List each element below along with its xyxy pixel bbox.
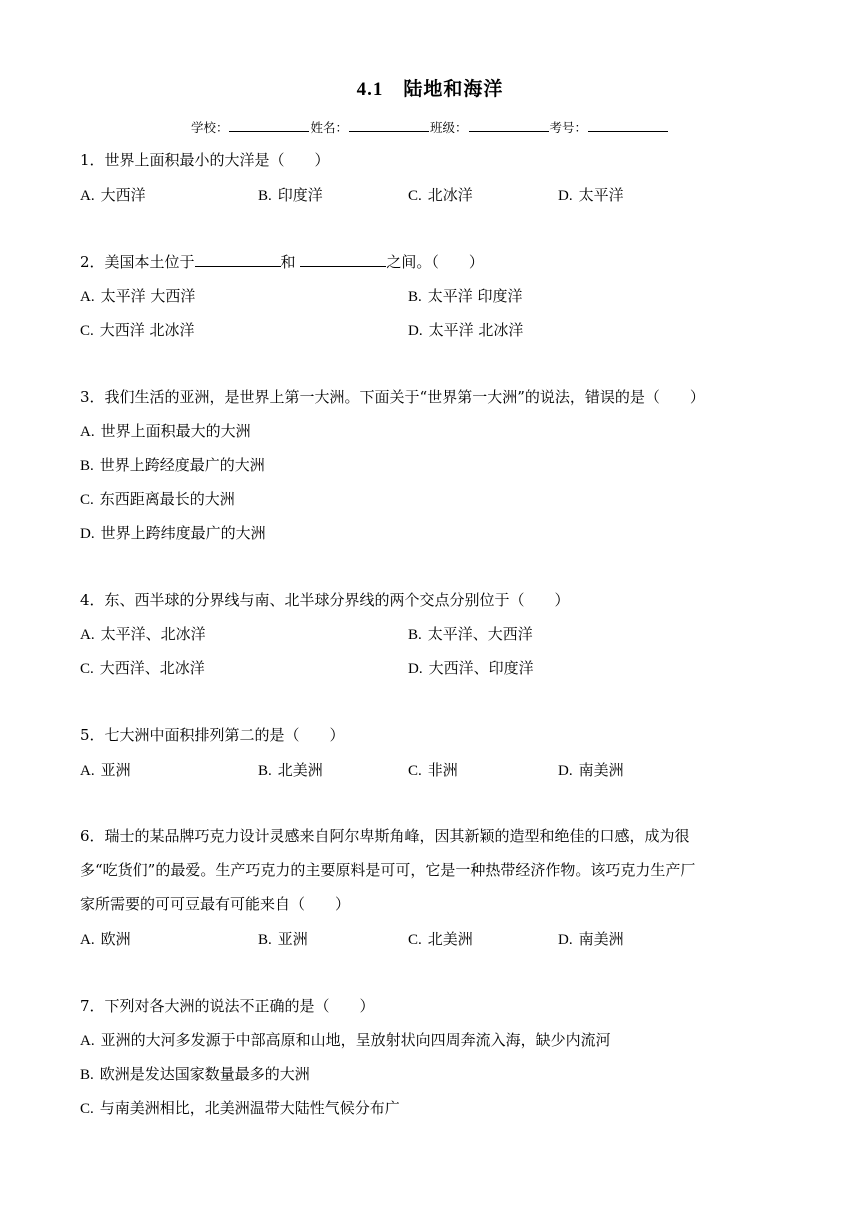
question-4-option-c[interactable]	[80, 658, 205, 679]
option-letter: A.	[80, 627, 95, 643]
option-letter: D.	[558, 932, 573, 948]
option-letter: A.	[80, 424, 95, 440]
option-letter: C.	[408, 932, 422, 948]
option-letter: B.	[80, 458, 94, 474]
question-4-option-b[interactable]	[408, 624, 533, 645]
option-letter: D.	[408, 661, 423, 677]
class-label: 班级：	[430, 120, 468, 135]
school-blank[interactable]	[229, 120, 309, 132]
question-2-stem-part-3: 之间。（ ）	[386, 253, 484, 271]
exam-number-blank[interactable]	[588, 120, 668, 132]
answer-blank-2[interactable]	[300, 252, 386, 267]
question-6-stem-line-3: 家所需要的可可豆最有可能来自（ ）	[80, 895, 351, 913]
question-1-option-b[interactable]	[258, 185, 323, 206]
option-text: 太平洋 北冰洋	[428, 321, 524, 339]
question-5-stem: 5．七大洲中面积排列第二的是（ ）	[80, 726, 345, 744]
question-1-stem: 1．世界上面积最小的大洋是（ ）	[80, 151, 330, 169]
option-letter: A.	[80, 763, 95, 779]
option-text: 大西洋、印度洋	[428, 659, 534, 677]
option-letter: C.	[80, 492, 94, 508]
question-6-option-b[interactable]	[258, 929, 308, 950]
option-text: 大西洋 北冰洋	[99, 321, 195, 339]
question-4-stem: 4．东、西半球的分界线与南、北半球分界线的两个交点分别位于（ ）	[80, 591, 570, 609]
option-letter: C.	[408, 188, 422, 204]
option-text: 亚洲的大河多发源于中部高原和山地，呈放射状向四周奔流入海，缺少内流河	[100, 1031, 611, 1049]
option-text: 亚洲	[100, 761, 131, 779]
option-letter: D.	[80, 526, 95, 542]
question-2-option-b[interactable]	[408, 286, 523, 307]
option-text: 世界上跨纬度最广的大洲	[100, 524, 266, 542]
section-number: 4.1	[356, 79, 384, 100]
option-text: 太平洋 大西洋	[100, 287, 196, 305]
option-letter: A.	[80, 289, 95, 305]
option-text: 东西距离最长的大洲	[99, 490, 235, 508]
option-letter: D.	[408, 323, 423, 339]
question-6-option-a[interactable]	[80, 929, 131, 950]
name-label: 姓名：	[310, 120, 348, 135]
section-title: 陆地和海洋	[403, 78, 504, 100]
option-letter: B.	[408, 627, 422, 643]
option-text: 太平洋、北冰洋	[100, 625, 206, 643]
option-text: 亚洲	[277, 930, 308, 948]
page-title	[0, 74, 860, 101]
question-5-option-b[interactable]	[258, 760, 323, 781]
question-7-option-a[interactable]	[80, 1030, 611, 1051]
option-text: 世界上跨经度最广的大洲	[99, 456, 265, 474]
question-3-option-a[interactable]	[80, 421, 251, 442]
question-4-option-a[interactable]	[80, 624, 206, 645]
question-5-option-d[interactable]	[558, 760, 624, 781]
option-letter: B.	[258, 763, 272, 779]
option-letter: D.	[558, 188, 573, 204]
option-text: 大西洋、北冰洋	[99, 659, 205, 677]
answer-blank-1[interactable]	[195, 252, 281, 267]
option-text: 与南美洲相比，北美洲温带大陆性气候分布广	[99, 1099, 400, 1117]
question-2-stem	[80, 252, 484, 272]
question-7-stem: 7．下列对各大洲的说法不正确的是（ ）	[80, 997, 375, 1015]
option-letter: A.	[80, 188, 95, 204]
option-letter: C.	[80, 661, 94, 677]
question-6-option-c[interactable]	[408, 929, 473, 950]
option-text: 太平洋	[578, 186, 624, 204]
option-text: 太平洋 印度洋	[427, 287, 523, 305]
question-2-stem-part-1: 2．美国本土位于	[80, 253, 195, 271]
option-text: 世界上面积最大的大洲	[100, 422, 251, 440]
question-3-option-c[interactable]	[80, 489, 235, 510]
question-1-option-a[interactable]	[80, 185, 146, 206]
question-6-option-d[interactable]	[558, 929, 624, 950]
option-letter: A.	[80, 932, 95, 948]
question-5-option-a[interactable]	[80, 760, 131, 781]
option-letter: B.	[408, 289, 422, 305]
option-text: 北美洲	[427, 930, 473, 948]
question-3-stem: 3．我们生活的亚洲，是世界上第一大洲。下面关于“世界第一大洲”的说法，错误的是（ ）	[80, 388, 705, 406]
option-text: 太平洋、大西洋	[427, 625, 533, 643]
option-letter: D.	[558, 763, 573, 779]
question-3-option-d[interactable]	[80, 523, 266, 544]
question-6-stem-line-1: 6．瑞士的某品牌巧克力设计灵感来自阿尔卑斯角峰，因其新颖的造型和绝佳的口感，成为很	[80, 827, 690, 845]
question-2-stem-part-2: 和	[280, 253, 301, 271]
school-label: 学校：	[190, 120, 229, 135]
option-letter: B.	[80, 1067, 94, 1083]
question-2-option-a[interactable]	[80, 286, 195, 307]
option-text: 南美洲	[578, 930, 624, 948]
option-text: 北美洲	[277, 761, 323, 779]
question-4-option-d[interactable]	[408, 658, 534, 679]
option-text: 南美洲	[578, 761, 624, 779]
question-7-option-b[interactable]	[80, 1064, 310, 1085]
question-3-option-b[interactable]	[80, 455, 265, 476]
option-text: 大西洋	[100, 186, 146, 204]
question-1-option-c[interactable]	[408, 185, 473, 206]
question-2-option-d[interactable]	[408, 320, 523, 341]
option-text: 非洲	[427, 761, 458, 779]
question-1-option-d[interactable]	[558, 185, 624, 206]
option-text: 北冰洋	[427, 186, 473, 204]
question-5-option-c[interactable]	[408, 760, 458, 781]
option-letter: C.	[80, 1101, 94, 1117]
option-text: 印度洋	[277, 186, 323, 204]
exam-number-label: 考号：	[549, 120, 588, 135]
option-letter: C.	[408, 763, 422, 779]
option-text: 欧洲	[100, 930, 131, 948]
option-letter: B.	[258, 188, 272, 204]
name-blank[interactable]	[349, 120, 429, 132]
option-letter: B.	[258, 932, 272, 948]
student-info-line	[0, 118, 860, 136]
option-text: 欧洲是发达国家数量最多的大洲	[99, 1065, 310, 1083]
question-6-stem-line-2: 多“吃货们”的最爱。生产巧克力的主要原料是可可，它是一种热带经济作物。该巧克力生产厂	[80, 861, 696, 879]
question-2-option-c[interactable]	[80, 320, 195, 341]
class-blank[interactable]	[469, 120, 549, 132]
question-7-option-c[interactable]	[80, 1098, 400, 1119]
option-letter: A.	[80, 1033, 95, 1049]
option-letter: C.	[80, 323, 94, 339]
